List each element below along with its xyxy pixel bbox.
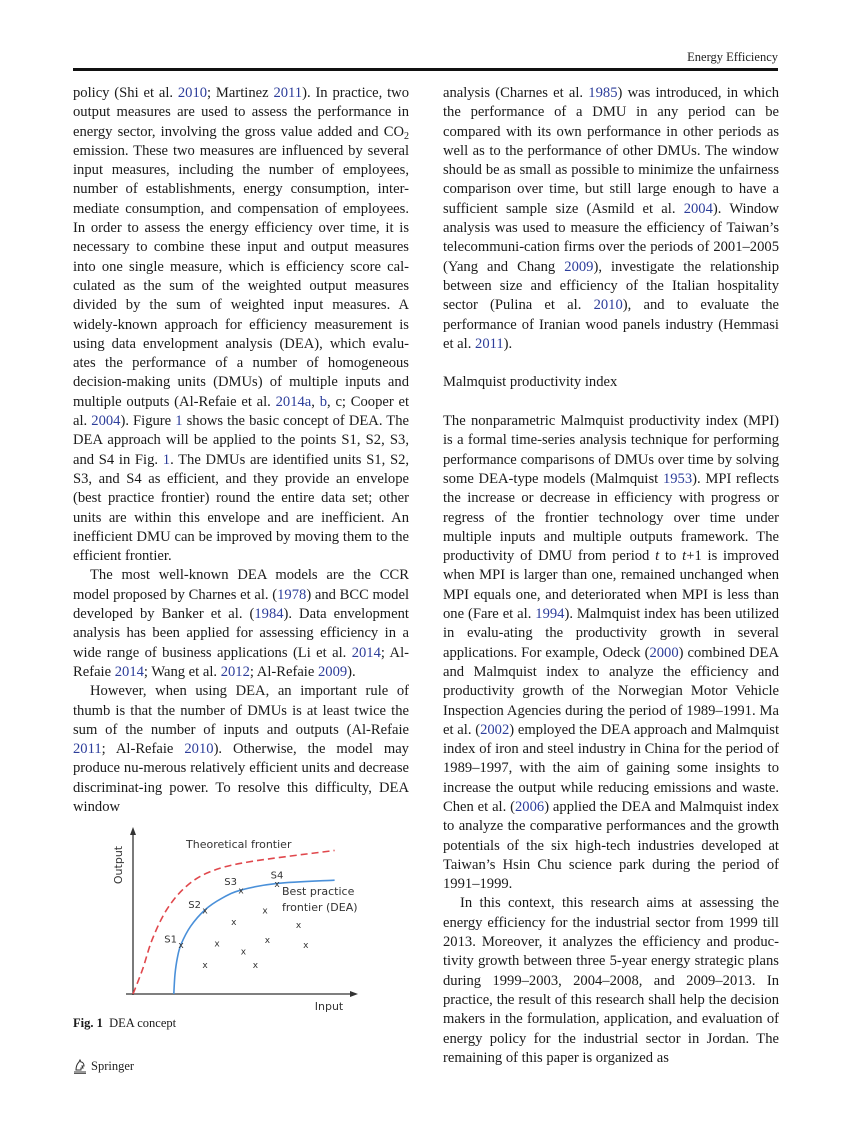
figure-caption — [73, 1016, 176, 1031]
inefficient-point-marker: x — [303, 941, 309, 951]
text: ). Data envelopment analysis has been applied for assessing efficiency in a wide range of business applications (Li et al. — [73, 606, 409, 661]
text: shows the basic concept of DEA. The DEA approach will be applied to the points S1, S2, S3, and S4 in Fig. — [73, 413, 409, 468]
citation-link[interactable]: 2014 — [114, 663, 144, 680]
inefficient-point-marker: x — [240, 947, 247, 958]
best-practice-label: frontier (DEA) — [282, 901, 358, 914]
x-axis-label: Input — [314, 1000, 344, 1013]
citation-link[interactable]: 1994 — [535, 606, 565, 623]
y-axis-label: Output — [112, 845, 125, 885]
citation-link[interactable]: 2012 — [220, 663, 250, 680]
text: The most well-known DEA models are the CCR model proposed by Charnes et al. ( — [73, 567, 409, 603]
citation-link[interactable]: 2000 — [649, 644, 679, 661]
text: ; Martinez — [207, 85, 274, 101]
text: ). — [347, 663, 356, 680]
citation-link[interactable]: b — [319, 393, 328, 410]
paragraph — [443, 84, 779, 354]
best-practice-label: Best practice — [282, 885, 355, 898]
citation-link[interactable]: 2014 — [351, 644, 381, 661]
running-head: Energy Efficiency — [687, 50, 778, 64]
citation-link[interactable]: 2002 — [480, 721, 510, 738]
inefficient-point-marker: x — [214, 939, 220, 950]
efficient-point-label: S1 — [164, 934, 177, 946]
text: ). Window analysis was used to measure the efficiency of Taiwan’s telecommuni-cation firms over the periods of 2001–2005 (Yang and Chang — [443, 200, 780, 275]
text: ; Wang et al. — [143, 663, 221, 680]
text: ; Al-Refaie — [249, 663, 318, 680]
efficient-point-marker: x — [238, 886, 244, 897]
citation-link[interactable]: 2004 — [91, 413, 121, 430]
text: to — [659, 548, 683, 565]
text: ; Al-Refaie — [73, 644, 409, 680]
text: ), and to evaluate the performance of Iranian wood panels industry (Hemmasi et al. — [443, 297, 779, 352]
citation-link[interactable]: 2011 — [475, 335, 504, 352]
text: , c; Cooper et al. — [73, 393, 410, 430]
caption-text: DEA concept — [109, 1016, 177, 1030]
text: ). Malmquist index has been utilized in evalu-ating the productivity growth in several applications. For example, Odeck ( — [443, 606, 780, 661]
citation-link[interactable]: 2010 — [593, 297, 623, 314]
text: +1 is improved when MPI is larger than one, remained unchanged when MPI equals one, and deteriorated when MPI is less than one (Fare et al. — [443, 548, 779, 623]
citation-link[interactable]: 2010 — [177, 85, 208, 101]
paragraph — [443, 412, 779, 894]
citation-link[interactable]: 2009 — [564, 258, 594, 275]
citation-link[interactable]: 2011 — [73, 741, 102, 758]
text: ). In practice, two output measures are used to assess the performance in energy sector, involving the gross value added and CO — [73, 85, 409, 140]
efficient-point-marker: x — [274, 879, 280, 890]
inefficient-point-marker: x — [264, 936, 271, 947]
citation-link[interactable]: 2009 — [317, 663, 348, 680]
paragraph — [73, 84, 409, 566]
subscript: 2 — [404, 130, 409, 142]
text: ; Al-Refaie — [101, 741, 185, 758]
text: ) was introduced, in which the performance of a DMU in any period can be compared with its own performance in other periods as well as to the performance of other DMUs. The window should be as small as possible to minimize the unfairness comparison over time, but still large enough to have a sufficient sample size (Asmild et al. — [443, 85, 779, 217]
text: analysis (Charnes et al. — [443, 85, 589, 101]
header-rule — [73, 68, 778, 71]
citation-link[interactable]: 2011 — [273, 85, 303, 101]
citation-link[interactable]: 1985 — [588, 85, 618, 101]
text: ). — [503, 335, 513, 352]
text: The nonparametric Malmquist productivity index (MPI) is a formal time-series analysis technique for performing performance comparisons of DMUs over time by solving some DEA-type models (Malmquist — [443, 413, 779, 487]
citation-link[interactable]: 2010 — [184, 741, 214, 758]
paragraph — [73, 566, 409, 682]
inefficient-point-marker: x — [252, 960, 259, 971]
paragraph — [73, 682, 409, 817]
citation-link[interactable]: 1953 — [662, 470, 693, 487]
left-column — [73, 84, 409, 817]
text: ) employed the DEA approach and Malmquist index of iron and steel industry in China for the period of 1989–1997, with the aim of gaining some insights to increase the output while reducing emissions and waste. Chen et al. ( — [443, 721, 779, 815]
text: emission. These two measures are influenced by several input measures, including the number of employees, number of establishments, energy consumption, inter-mediate consumption, and compensation of employees. In order to assess the energy efficiency over time, it is necessary to combine these input and output measures into one single measure, which is efficiency score cal-culated as the sum of the weighted output measures divided by the sum of weighted input measures. A widely-known approach for efficiency measurement is using data envelopment analysis (DEA), which evalu-ates the performance of a number of homogeneous decision-making units (DMUs) of multiple inputs and multiple outputs (Al-Refaie et al. — [73, 142, 409, 410]
citation-link[interactable]: 2006 — [515, 798, 545, 815]
dea-diagram — [100, 825, 390, 1015]
publisher-name: Springer — [91, 1058, 135, 1073]
text: , — [311, 393, 320, 410]
text: policy (Shi et al. — [73, 85, 178, 101]
text: In this context, this research aims at assessing the energy efficiency for the industrial sector from 1999 till 2013. Moreover, it analyzes the efficiency and produc-tivity growth between three 5-year energy strategic plans during 1999–2003, 2004–2008, and 2009–2013. In practice, the result of this research shall help the decision makers in the formulation, application, and evaluation of energy policy for the industrial sector in Jordan. The remaining of this paper is organized as — [443, 895, 779, 1066]
caption-label: Fig. 1 — [73, 1016, 103, 1030]
figure-link[interactable]: 1 — [175, 413, 183, 430]
citation-link[interactable]: 1978 — [277, 586, 307, 603]
inefficient-point-marker: x — [295, 921, 302, 932]
right-column — [443, 84, 779, 1068]
efficient-point-label: S4 — [270, 870, 284, 882]
citation-link[interactable]: 2004 — [683, 200, 713, 217]
text: ), investigate the relationship between size and efficiency of the Italian hospitality sector (Pulina et al. — [443, 258, 779, 314]
citation-link[interactable]: 1984 — [254, 606, 284, 623]
section-heading: Malmquist productivity index — [443, 374, 618, 391]
theoretical-frontier-label: Theoretical frontier — [186, 838, 292, 851]
inefficient-point-marker: x — [262, 906, 268, 917]
text: ) combined DEA and Malmquist index to analyze the efficiency and productivity growth of the Norwegian Motor Vehicle Inspection Agencies during the period of 1989–1991. Ma et al. ( — [443, 644, 780, 738]
text: However, when using DEA, an important rule of thumb is that the number of DMUs is at least twice the sum of the number of inputs and outputs (Al-Refaie — [73, 683, 409, 738]
text: ). Figure — [120, 413, 176, 430]
footer — [73, 1058, 134, 1074]
figure-dea-concept — [100, 825, 390, 1015]
paragraph — [443, 894, 779, 1068]
math-variable: t — [682, 548, 687, 565]
text: ). Otherwise, the model may produce nu-merous relatively efficient units and decrease discriminat-ing power. To resolve this difficulty, DEA window — [73, 741, 409, 815]
efficient-point-marker: x — [202, 906, 208, 917]
citation-link[interactable]: 2014a — [275, 393, 312, 410]
text: ) applied the DEA and Malmquist index to analyze the comparative performances and the growth potentials of the six high-tech industries developed at Taiwan’s Hsin Chu science park during the period of 1991–1999. — [443, 798, 779, 893]
inefficient-point-marker: x — [202, 960, 208, 971]
efficient-point-marker: x — [178, 941, 184, 951]
text: . The DMUs are identified units S1, S2, S3, and S4 as efficient, and they provide an envelope (best practice frontier) round the entire data set; other units are within this envelope and are inefficient. An inefficient DMU can be improved by moving them to the efficient frontier. — [73, 451, 410, 565]
efficient-point-label: S2 — [188, 899, 201, 911]
text: ) and BCC model developed by Banker et al. ( — [73, 586, 409, 623]
efficient-point-label: S3 — [224, 877, 237, 889]
math-variable: t — [655, 548, 660, 565]
text: ). MPI reflects the increase or decrease in efficiency with progress or regress of the frontier technology over time under multiple inputs and multiple outputs framework. The productivity of DMU from period — [443, 470, 779, 565]
inefficient-point-marker: x — [231, 917, 237, 928]
figure-link[interactable]: 1 — [162, 451, 171, 468]
springer-knight-icon — [73, 1058, 87, 1074]
